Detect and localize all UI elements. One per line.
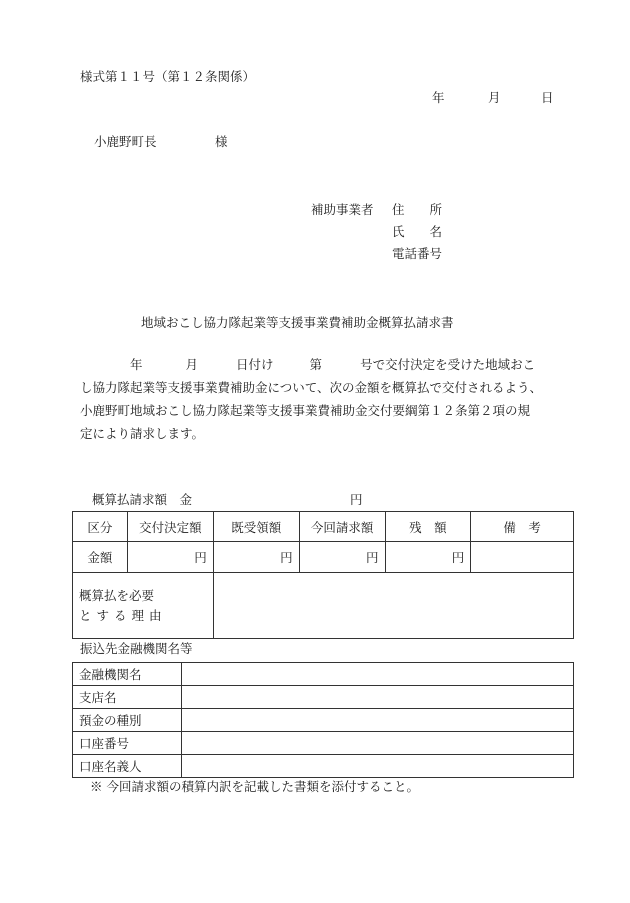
table-header-row [73, 512, 574, 542]
amount-label: 概算払請求額 金 [92, 492, 193, 507]
bank-name-field[interactable] [181, 663, 573, 686]
header-remarks: 備 考 [471, 512, 574, 542]
header-received: 既受領額 [213, 512, 299, 542]
cell-grant-decision[interactable]: 円 [127, 542, 213, 573]
table-row [73, 709, 574, 732]
body-line-1: 年 月 日付け 第 号で交付決定を受けた地域おこ [130, 357, 536, 372]
cell-received[interactable]: 円 [213, 542, 299, 573]
amount-table [72, 511, 574, 639]
document-title: 地域おこし協力隊起業等支援事業費補助金概算払請求書 [141, 315, 454, 330]
table-row [73, 663, 574, 686]
body-line-4: 定により請求します。 [80, 426, 205, 441]
reason-field[interactable] [213, 573, 573, 639]
table-row [73, 732, 574, 755]
body-paragraph [80, 353, 580, 445]
bank-section-label: 振込先金融機関名等 [80, 641, 193, 656]
branch-name-field[interactable] [181, 686, 573, 709]
addressee-name: 小鹿野町長 [94, 134, 157, 149]
header-balance: 残 額 [385, 512, 471, 542]
account-type-field[interactable] [181, 709, 573, 732]
name-label: 氏 名 [392, 224, 443, 239]
reason-label: 概算払を必要 とする理由 [73, 573, 214, 639]
reason-row [73, 573, 574, 639]
table-row [73, 686, 574, 709]
account-number-label: 口座番号 [73, 732, 182, 755]
amount-yen: 円 [350, 492, 363, 507]
body-line-3: 小鹿野町地域おこし協力隊起業等支援事業費補助金交付要綱第１２条第２項の規 [80, 403, 531, 418]
cell-remarks[interactable] [471, 542, 574, 573]
account-type-label: 預金の種別 [73, 709, 182, 732]
phone-label: 電話番号 [392, 246, 443, 261]
header-kubun: 区分 [73, 512, 128, 542]
row-label-amount: 金額 [73, 542, 128, 573]
account-holder-label: 口座名義人 [73, 755, 182, 778]
cell-balance[interactable]: 円 [385, 542, 471, 573]
applicant-label: 補助事業者 [311, 202, 374, 217]
bank-name-label: 金融機関名 [73, 663, 182, 686]
bank-table [72, 662, 574, 778]
footnote: ※ 今回請求額の積算内訳を記載した書類を添付すること。 [90, 779, 419, 794]
address-label: 住 所 [392, 202, 443, 217]
date-year: 年 [432, 90, 445, 105]
table-row [73, 755, 574, 778]
table-row [73, 542, 574, 573]
form-number: 様式第１１号（第１２条関係） [80, 69, 256, 84]
header-grant-decision: 交付決定額 [127, 512, 213, 542]
cell-this-request[interactable]: 円 [299, 542, 385, 573]
branch-name-label: 支店名 [73, 686, 182, 709]
addressee-honorific: 様 [215, 134, 228, 149]
account-number-field[interactable] [181, 732, 573, 755]
account-holder-field[interactable] [181, 755, 573, 778]
body-line-2: し協力隊起業等支援事業費補助金について、次の金額を概算払で交付されるよう、 [80, 380, 543, 395]
date-month: 月 [488, 90, 501, 105]
header-this-request: 今回請求額 [299, 512, 385, 542]
date-day: 日 [541, 90, 554, 105]
